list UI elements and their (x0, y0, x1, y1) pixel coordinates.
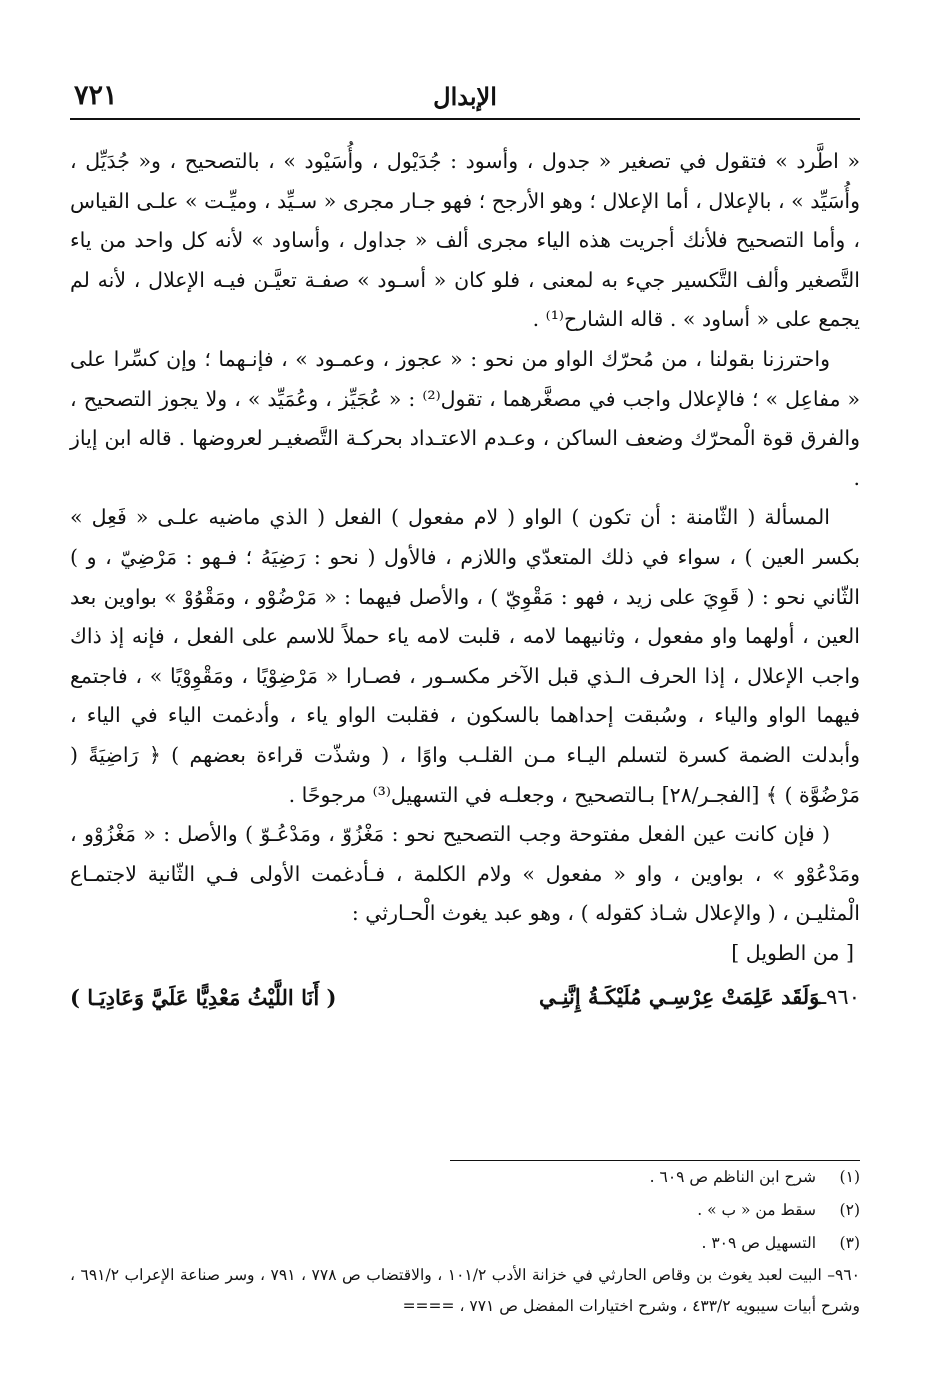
running-header (70, 78, 860, 120)
verse-first-half (539, 977, 860, 1018)
meter-label: [ من الطويل ] (731, 940, 854, 965)
main-text (70, 142, 860, 1018)
footnote-text: التسهيل ص ٣٠٩ . (701, 1234, 816, 1252)
verse-number: ٩٦٠ـ (820, 985, 860, 1010)
footnotes (70, 1160, 860, 1322)
verse-first-hemistich: وَلَقَد عَلِمَتْ عِرْسِـي مُلَيْكَـةُ إِنَّنِـي (539, 984, 820, 1010)
paragraph-3: المسألة ( الثّامنة : أن تكون ) الواو ( لام مفعول ) الفعل ( الذي ماضيه علـى « فَعِل » بكسر العين ) ، سواء في ذلك المتعدّي واللازم ، فالأول ( نحو : رَضِيَهُ ؛ فـهو : مَرْضِيّ ، و ) الثّاني نحو : ( قَوِيَ على زيد ، فهو : مَقْوِيّ ) ، والأصل فيهما : « مَرْضُوْو ، ومَقْوُوْ » بواوين بعد العين ، أولهما واو مفعول ، وثانيهما لامه ، قلبت لامه ياء حملاً للاسم على الفعل ، فإنه إذ ذاك واجب الإعلال ، إذا الحرف الـذي قبل الآخر مكسـور ، فصـارا « مَرْضِوْيًا ، ومَقْوِوْيًا » ، فاجتمع فيهما الواو والياء ، وسُبقت إحداهما بالسكون ، فقلبت الواو ياء ، وأدغمت الياء في الياء ، وأبدلت الضمة كسرة لتسلم اليـاء مـن القلـب واوًا ، ( وشذّت قراءة بعضهم ) ﴿ رَاضِيَةً ( مَرْضُوَّة ) ﴾ [الفجـر/٢٨] بـالتصحيح ، وجعلـه في التسهيل⁽³⁾ مرجوحًا . (70, 505, 860, 807)
footnote-3 (70, 1227, 860, 1260)
footnote-1 (70, 1161, 860, 1194)
verse-second-hemistich: ( أَنَا اللَّيْثُ مَعْدِيًّا عَلَيَّ وَعَادِيَـا ) (70, 984, 337, 1010)
paragraph-1: « اطَّرد » فتقول في تصغير « جدول ، وأسود : جُدَيْول ، وأُسَيْود » ، بالتصحيح ، و« جُدَيِّل ، وأُسَيِّد » ، بالإعلال ، أما الإعلال ؛ وهو الأرجح ؛ فهو جـار مجرى « سـيِّد ، وميِّـت » علـى القياس ، وأما التصحيح فلأنك أجريت هذه الياء مجرى ألف « جداول ، وأساود » لأنه كل واحد من ياء التَّصغير وألف التَّكسير جيء به لمعنى ، فلو كان « أسـود » صفـة تعيَّـن فيـه الإعلال ، لأنه لم يجمع على « أساود » . قاله الشارح⁽¹⁾ . (70, 149, 860, 332)
page (70, 78, 860, 1018)
paragraph-2: واحترزنا بقولنا ، من مُحرّك الواو من نحو : « عجوز ، وعمـود » ، فإنـهما ؛ وإن كسِّرا على « مفاعِل » ؛ فالإعلال واجب في مصغَّرهما ، تقول⁽²⁾ : « عُجَيِّز ، وعُمَيِّد » ، ولا يجوز التصحيح ، والفرق قوة الْمحرّك وضعف الساكن ، وعـدم الاعتـداد بحركـة التَّصغيـر لعروضها . قاله ابن إياز . (70, 346, 860, 490)
footnote-2 (70, 1194, 860, 1227)
page-number: ٧٢١ (74, 80, 118, 111)
poem-verse (70, 977, 860, 1018)
footnote-marker: (١) (839, 1168, 860, 1186)
footnote-marker: (٢) (839, 1201, 860, 1219)
footnote-text: شرح ابن الناظم ص ٦٠٩ . (649, 1168, 816, 1186)
chapter-title: الإبدال (433, 82, 497, 111)
footnote-text: سقط من « ب » . (697, 1201, 816, 1219)
verse-source-note: ٩٦٠– البيت لعبد يغوث بن وقاص الحارثي في خزانة الأدب ١٠١/٢ ، والاقتضاب ص ٧٧٨ ، ٧٩١ ، وسر صناعة الإعراب ٦٩١/٢ ، وشرح أبيات سيبويه ٤٣٣/٢ ، وشرح اختيارات المفضل ص ٧٧١ ، ==== (70, 1266, 860, 1315)
paragraph-4: ( فإن كانت عين الفعل مفتوحة وجب التصحيح نحو : مَغْزُوّ ، ومَدْعُـوّ ) والأصل : « مَغْزُوْو ، ومَدْعُوْو » ، بواوين ، واو « مفعول » ولام الكلمة ، فـأدغمت الأولى فـي الثّانية لاجتمـاع الْمثليـن ، ( والإعلال شـاذ كقوله ) ، وهو عبد يغوث الْحـارثي : (70, 822, 860, 926)
footnote-marker: (٣) (839, 1234, 860, 1252)
